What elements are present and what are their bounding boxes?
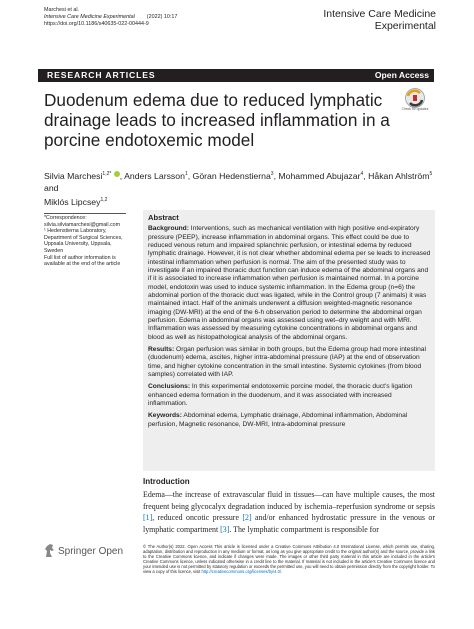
intro-text: and/or enhanced hydrostatic pressure in the venous or lymphatic compartment [143, 513, 435, 534]
article-title: Duodenum edema due to reduced lymphatic drainage leads to increased inflammation in a porcine endotoxemic model [44, 90, 390, 150]
citation-link[interactable]: [1] [143, 513, 153, 522]
running-header [44, 7, 177, 28]
journal-title-line1: Intensive Care Medicine [323, 8, 436, 20]
author-name: , Håkan Ahlström [363, 170, 430, 181]
header-journal: Intensive Care Medicine Experimental [44, 14, 135, 20]
citation-link[interactable]: [2] [242, 513, 252, 522]
introduction-text [143, 489, 435, 535]
author-affiliation: 1,2* [102, 171, 112, 177]
intro-text: Edema—the increase of extravascular fluid in tissues—can have multiple causes, the most frequent being glycocalyx degradation induced by ischemia–reperfusion syndrome or sepsis [143, 490, 435, 511]
author-name: Silvia Marchesi [44, 170, 103, 181]
author-affiliation: 1 [184, 171, 188, 177]
springer-horse-icon [44, 543, 55, 558]
intro-text: , reduced oncotic pressure [152, 513, 243, 522]
publisher-name: Springer [58, 546, 96, 557]
abstract-conclusions [148, 383, 432, 408]
publisher-logo [58, 546, 123, 557]
author-conjunction: and [44, 182, 59, 193]
abstract-content [148, 214, 432, 433]
background-text: Interventions, such as mechanical ventilation with high positive end-expiratory pressure (PEEP), increase inflammation in abdominal organs. This effect could be due to reduced venous return and impaired splanchnic perfusion, or intestinal edema by reduced lymphatic drainage. However, it is not clear whether abdominal edema per se leads to increased intestinal inflammation when perfusion is normal. The aim of the presented study was to investigate if an impaired thoracic duct function can induce edema of the abdominal organs and if it is associated to increase inflammation when perfusion is maintained normal. In a porcine model, endotoxin was used to induce systemic inflammation. In the Edema group (n=6) the abdominal portion of the thoracic duct was ligated, while in the Control group (7 animals) it was maintained intact. Half of the animals underwent a diffusion weighted-magnetic resonance imaging (DW-MRI) at the end of the 6-h observation period to determine the abdominal organ perfusion. Edema in abdominal organs was assessed using wet–dry weight and with MRI. Inflammation was assessed by measuring cytokine concentrations in abdominal organs and blood as well as histopathological analysis of the abdominal organs. [148, 225, 431, 341]
abstract-results [148, 346, 432, 379]
license-end: . [281, 569, 283, 575]
correspondence-sidebar [44, 213, 126, 268]
author-affiliation: 3 [270, 171, 274, 177]
correspondence-label: *Correspondence: [44, 215, 87, 221]
section-label: RESEARCH ARTICLES [47, 70, 156, 80]
sidebar-rule [44, 213, 126, 214]
abstract-keywords [148, 412, 432, 429]
header-authors: Marchesi et al. [44, 7, 80, 13]
conclusions-label: Conclusions: [148, 383, 191, 391]
introduction-heading: Introduction [143, 477, 190, 486]
author-name: , Anders Larsson [119, 170, 185, 181]
keywords-label: Keywords: [148, 412, 182, 420]
results-text: Organ perfusion was similar in both groups, but the Edema group had more intestinal (duodenum) edema, ascites, higher intra-abdominal pressure (IAP) at the end of observation time, and higher cytokine concentration in the small intestine. Systemic cytokines (from blood samples) correlated with IAP. [148, 345, 426, 378]
journal-title-line2: Experimental [374, 20, 436, 32]
license-text [143, 544, 435, 575]
abstract-heading: Abstract [148, 213, 179, 222]
author-info-note: Full list of author information is available at the end of the article [44, 254, 121, 268]
results-label: Results: [148, 345, 175, 353]
background-label: Background: [148, 225, 189, 233]
author-name: Miklós Lipcsey [44, 196, 101, 207]
author-affiliation: 5 [429, 171, 433, 177]
correspondence-email[interactable]: silvia.silviamarchesi@gmail.com [44, 221, 121, 228]
author-affiliation: 4 [360, 171, 364, 177]
open-access-label: Open Access [374, 70, 429, 80]
header-year-volume: (2022) 10:17 [146, 14, 178, 20]
author-affiliation: 1,2 [100, 196, 108, 203]
affiliation-text: ¹ Hedenstierna Laboratory, Department of Surgical Sciences, Uppsala University, Uppsala, Sweden [44, 228, 123, 254]
citation-link[interactable]: [3] [220, 524, 230, 534]
author-name: , Mohammed Abujazar [273, 170, 361, 181]
header-doi[interactable]: https://doi.org/10.1186/s40635-022-00444-9 [44, 21, 149, 27]
author-list [44, 168, 434, 208]
conclusions-text: In this experimental endotoxemic porcine model, the thoracic duct's ligation enhanced edema formation in the duodenum, and it was associated with increased inflammation. [148, 383, 413, 407]
intro-text: . The lymphatic compartment is responsible for [229, 524, 379, 534]
license-link[interactable]: http://creativecommons.org/licenses/by/4.0/ [201, 569, 282, 575]
abstract-background [148, 225, 432, 342]
keywords-text: Abdominal edema, Lymphatic drainage, Abdominal inflammation, Abdominal perfusion, Magnetic resonance, DW-MRI, Intra-abdominal pressure [148, 412, 408, 428]
author-name: , Göran Hedenstierna [187, 170, 271, 181]
check-for-updates-label[interactable]: Check for updates [401, 107, 429, 111]
publisher-suffix: Open [98, 546, 124, 557]
journal-title [323, 8, 436, 32]
license-body: © The Author(s) 2022. Open Access This article is licensed under a Creative Commons Attribution 4.0 International License, which permits use, sharing, adaptation, distribution and reproduction in any medium or format, as long as you give appropriate credit to the original author(s) and the source, provide a link to the Creative Commons licence, and indicate if changes were made. The images or other third party material in this article are included in the article's Creative Commons licence, unless indicated otherwise in a credit line to the material. If material is not included in the article's Creative Commons licence and your intended use is not permitted by statutory regulation or exceeds the permitted use, you will need to obtain permission directly from the copyright holder. To view a copy of this licence, visit [143, 544, 435, 575]
